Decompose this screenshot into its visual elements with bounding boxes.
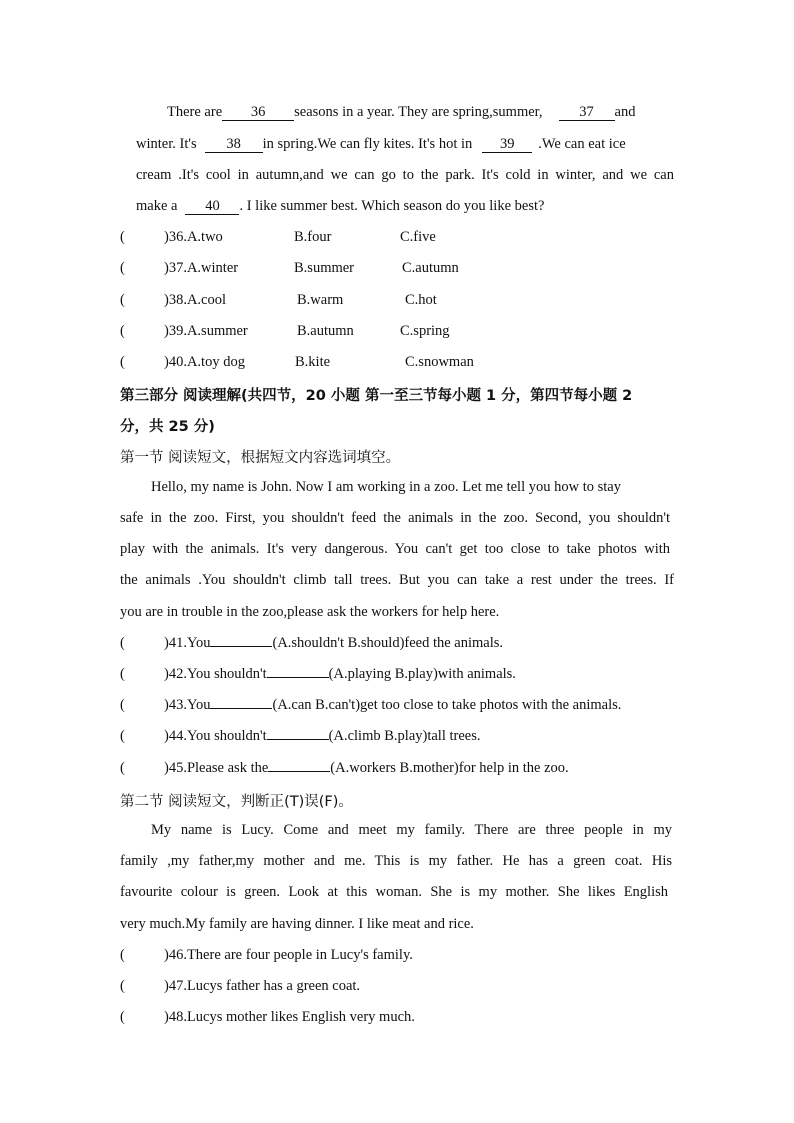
question-42 (120, 666, 516, 683)
mc-option-c: C.autumn (402, 260, 459, 276)
passage-text: winter. It's (136, 136, 197, 152)
passage-text: seasons in a year. They are spring,summer, (294, 104, 543, 120)
paragraph-line: you are in trouble in the zoo,please ask the workers for help here. (120, 604, 500, 620)
mc-question: )37.A.winter (164, 260, 239, 276)
blank-37: 37 (559, 105, 615, 121)
mc-question: )38.A.cool (164, 292, 227, 308)
answer-paren: ( (120, 760, 125, 776)
passage-line (167, 104, 635, 121)
answer-blank[interactable] (267, 739, 329, 740)
question-text: )48.Lucys mother likes English very much. (164, 1009, 415, 1025)
answer-paren: ( (120, 635, 125, 651)
passage-line (136, 136, 626, 153)
question-text: )44.You shouldn't (164, 728, 267, 744)
question-43 (120, 697, 621, 714)
answer-paren: ( (120, 728, 125, 744)
mc-paren: ( (120, 354, 125, 370)
mc-paren: ( (120, 229, 125, 245)
answer-blank[interactable] (210, 708, 272, 709)
question-48 (120, 1009, 415, 1026)
answer-blank[interactable] (210, 646, 272, 647)
mc-option-b: B.four (294, 229, 332, 245)
answer-blank[interactable] (267, 677, 329, 678)
mc-option-c: C.snowman (405, 354, 474, 370)
paragraph-line: safe in the zoo. First, you shouldn't feed the animals in the zoo. Second, you shouldn't (120, 510, 670, 526)
mc-option-c: C.hot (405, 292, 437, 308)
part-heading-cont: 分，共 25 分) (120, 419, 215, 435)
section-title: 第二节 阅读短文，判断正(T)误(F)。 (120, 794, 353, 810)
blank-40: 40 (185, 199, 239, 215)
passage-text: in spring.We can fly kites. It's hot in (262, 136, 473, 152)
passage-text: make a (136, 198, 178, 214)
question-options: (A.workers B.mother)for help in the zoo. (330, 760, 569, 776)
part-heading: 第三部分 阅读理解(共四节，20 小题 第一至三节每小题 1 分，第四节每小题 2 (120, 388, 633, 404)
question-47 (120, 978, 360, 995)
paragraph-line: favourite colour is green. Look at this woman. She is my mother. She likes English (120, 884, 668, 900)
question-options: (A.shouldn't B.should)feed the animals. (272, 635, 504, 651)
mc-option-b: B.summer (294, 260, 355, 276)
question-options: (A.playing B.play)with animals. (328, 666, 516, 682)
passage-text: . I like summer best. Which season do you like best? (239, 198, 545, 214)
passage-text: and (614, 104, 636, 120)
paragraph-line: play with the animals. It's very dangerous. You can't get too close to take photos with (120, 541, 670, 557)
question-text: )46.There are four people in Lucy's family. (164, 947, 413, 963)
question-46 (120, 947, 413, 964)
question-text: )42.You shouldn't (164, 666, 267, 682)
passage-text: There are (167, 104, 223, 120)
mc-paren: ( (120, 323, 125, 339)
paragraph-line: family ,my father,my mother and me. This is my father. He has a green coat. His (120, 853, 672, 869)
mc-paren: ( (120, 260, 125, 276)
blank-36: 36 (222, 105, 294, 121)
section-title: 第一节 阅读短文，根据短文内容选词填空。 (120, 450, 401, 466)
mc-question: )39.A.summer (164, 323, 248, 339)
answer-paren: ( (120, 978, 125, 994)
paragraph-line: Hello, my name is John. Now I am working in a zoo. Let me tell you how to stay (151, 479, 621, 495)
mc-option-b: B.kite (295, 354, 331, 370)
question-options: (A.can B.can't)get too close to take photos with the animals. (272, 697, 622, 713)
question-text: )41.You (164, 635, 211, 651)
mc-option-b: B.autumn (297, 323, 354, 339)
question-41 (120, 635, 503, 652)
passage-line (136, 198, 544, 215)
question-45 (120, 760, 569, 777)
mc-question: )40.A.toy dog (164, 354, 245, 370)
question-text: )45.Please ask the (164, 760, 269, 776)
mc-paren: ( (120, 292, 125, 308)
question-options: (A.climb B.play)tall trees. (328, 728, 481, 744)
mc-option-c: C.spring (400, 323, 450, 339)
paragraph-line: very much.My family are having dinner. I like meat and rice. (120, 916, 474, 932)
passage-text: .We can eat ice (538, 136, 626, 152)
answer-paren: ( (120, 666, 125, 682)
answer-paren: ( (120, 1009, 125, 1025)
answer-paren: ( (120, 947, 125, 963)
mc-option-b: B.warm (297, 292, 344, 308)
paragraph-line: the animals .You shouldn't climb tall trees. But you can take a rest under the trees. If (120, 572, 674, 588)
question-text: )47.Lucys father has a green coat. (164, 978, 361, 994)
answer-paren: ( (120, 697, 125, 713)
blank-39: 39 (482, 137, 532, 153)
blank-38: 38 (205, 137, 263, 153)
paragraph-line: My name is Lucy. Come and meet my family. There are three people in my (151, 822, 672, 838)
question-text: )43.You (164, 697, 211, 713)
mc-option-c: C.five (400, 229, 436, 245)
passage-line: cream .It's cool in autumn,and we can go to the park. It's cold in winter, and we can (136, 167, 674, 183)
mc-question: )36.A.two (164, 229, 223, 245)
question-44 (120, 728, 480, 745)
answer-blank[interactable] (268, 771, 330, 772)
